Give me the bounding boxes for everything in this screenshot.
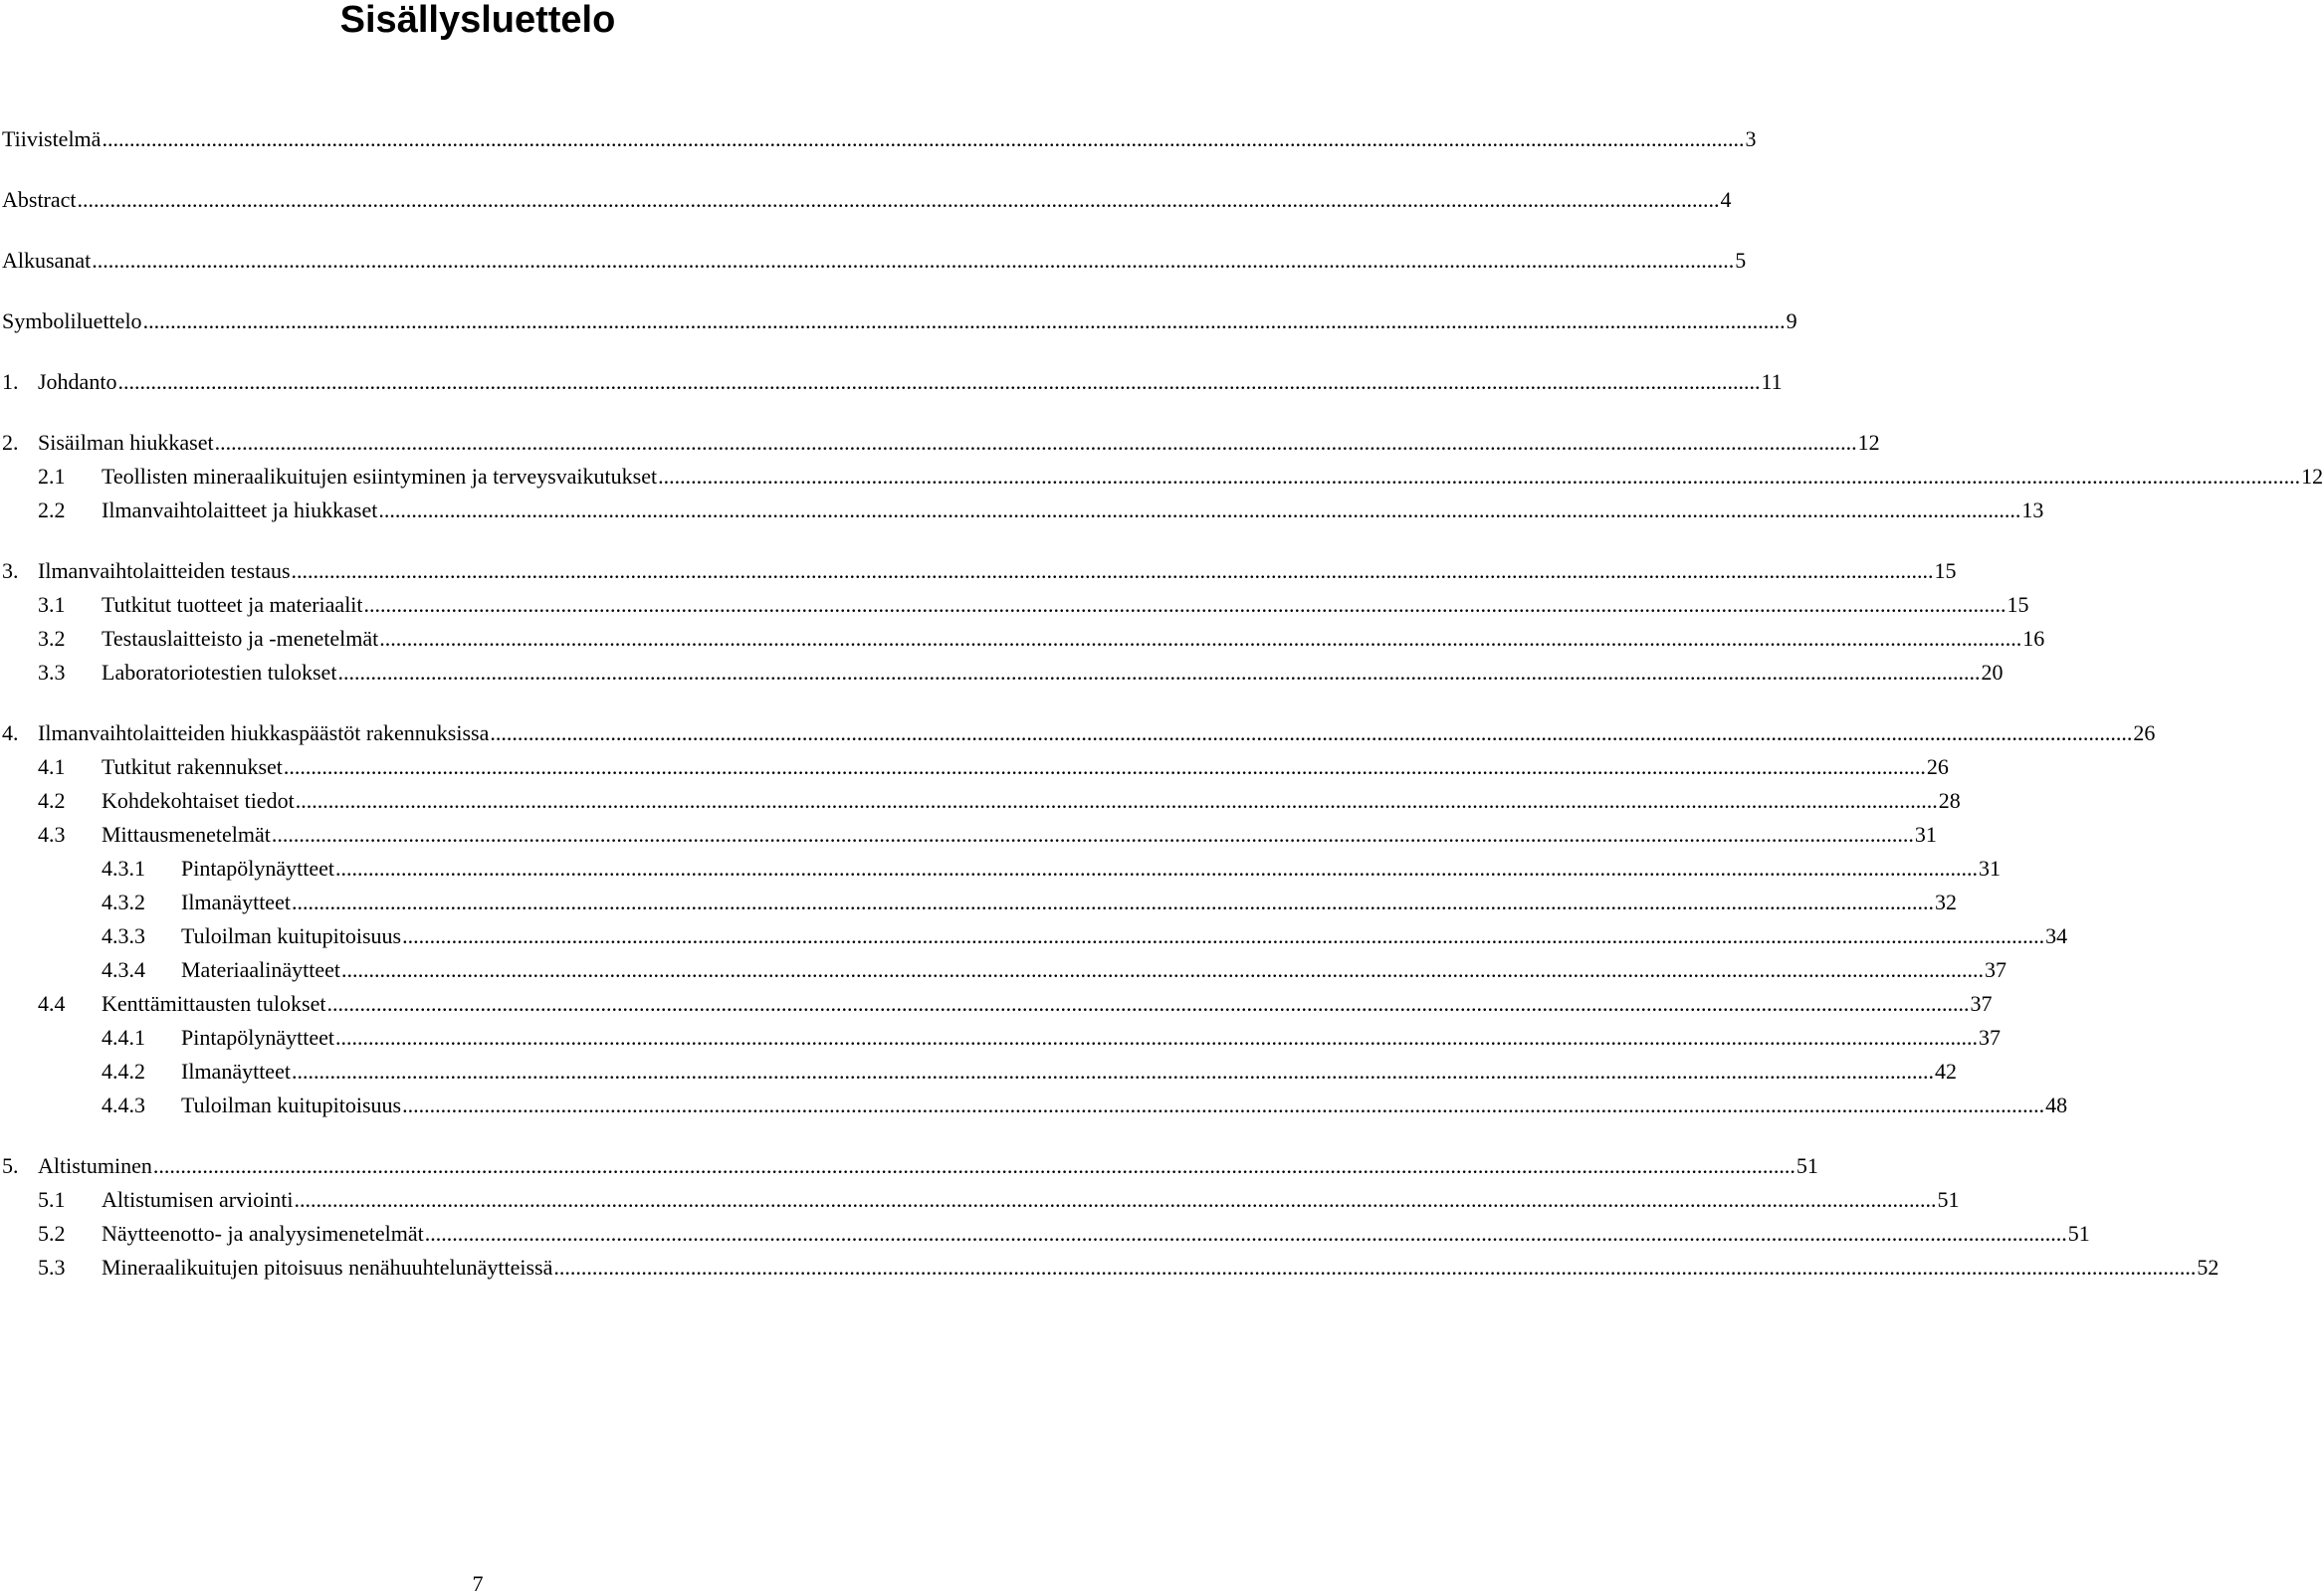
toc-entry-title: Teollisten mineraalikuitujen esiintyminen ja terveysvaikutukset	[102, 464, 658, 489]
toc-dot-leader: ............................................................................................................................................................................................................................................................................................................	[291, 1059, 1934, 1084]
toc-entry-title: Altistuminen	[38, 1153, 152, 1178]
toc-dot-leader: ............................................................................................................................................................................................................................................................................................................	[291, 890, 1934, 914]
toc-entry	[38, 496, 2044, 525]
toc-entry-page: 13	[2021, 498, 2044, 522]
toc-entry-number: 5.2	[38, 1221, 66, 1246]
toc-entry	[2, 246, 1747, 276]
toc-entry	[102, 888, 1957, 917]
toc-entry-title: Abstract	[2, 187, 77, 212]
toc-entry	[38, 989, 1993, 1019]
toc-entry-number: 2.	[2, 430, 19, 455]
toc-entry-number: 4.3.3	[102, 923, 145, 948]
toc-entry-page: 37	[1985, 957, 2007, 982]
toc-entry-page: 48	[2045, 1093, 2068, 1117]
toc-entry-number: 4.	[2, 720, 19, 745]
toc-dot-leader: ............................................................................................................................................................................................................................................................................................................	[117, 369, 1761, 394]
toc-entry	[102, 1023, 2001, 1053]
toc-entry-page: 20	[1981, 660, 2004, 685]
toc-entry	[38, 462, 2323, 492]
page-number: 7	[472, 1571, 484, 1596]
toc-entry	[38, 1185, 1960, 1215]
toc-entry-number: 4.3.2	[102, 890, 145, 914]
toc-dot-leader: ............................................................................................................................................................................................................................................................................................................	[490, 720, 2133, 745]
toc-entry	[2, 718, 2156, 748]
toc-dot-leader: ............................................................................................................................................................................................................................................................................................................	[326, 991, 1970, 1016]
toc-entry-page: 12	[1857, 430, 1880, 455]
toc-dot-leader: ............................................................................................................................................................................................................................................................................................................	[378, 498, 2021, 522]
toc-dot-leader: ............................................................................................................................................................................................................................................................................................................	[658, 464, 2301, 489]
toc-entry-title: Pintapölynäytteet	[181, 1025, 334, 1050]
toc-dot-leader: ............................................................................................................................................................................................................................................................................................................	[337, 660, 1981, 685]
toc-entry	[102, 955, 2007, 985]
toc-entry-page: 28	[1938, 788, 1961, 813]
toc-entry	[102, 1057, 1957, 1087]
toc-entry-title: Kenttämittausten tulokset	[102, 991, 326, 1016]
toc-entry-page: 51	[2067, 1221, 2090, 1246]
toc-dot-leader: ............................................................................................................................................................................................................................................................................................................	[271, 822, 1914, 847]
toc-dot-leader: ............................................................................................................................................................................................................................................................................................................	[424, 1221, 2067, 1246]
toc-entry-title: Tutkitut rakennukset	[102, 754, 283, 779]
toc-dot-leader: ............................................................................................................................................................................................................................................................................................................	[402, 923, 2045, 948]
toc-entry	[38, 624, 2045, 654]
toc-entry-page: 11	[1761, 369, 1783, 394]
toc-entry-number: 1.	[2, 369, 19, 394]
toc-entry	[2, 185, 1732, 215]
toc-entry-title: Tuloilman kuitupitoisuus	[181, 923, 402, 948]
toc-entry-page: 52	[2197, 1255, 2219, 1280]
toc-entry	[2, 367, 1783, 397]
toc-entry-number: 4.3	[38, 822, 66, 847]
toc-entry-page: 42	[1934, 1059, 1957, 1084]
toc-entry	[102, 854, 2001, 884]
toc-entry-number: 5.1	[38, 1187, 66, 1212]
toc-entry-page: 26	[2133, 720, 2156, 745]
toc-entry-page: 15	[1934, 558, 1957, 583]
toc-entry-title: Ilmanvaihtolaitteiden hiukkaspäästöt rakennuksissa	[38, 720, 490, 745]
toc-entry-title: Ilmanvaihtolaitteet ja hiukkaset	[102, 498, 378, 522]
toc-dot-leader: ............................................................................................................................................................................................................................................................................................................	[295, 788, 1938, 813]
toc-entry-page: 34	[2045, 923, 2068, 948]
toc-entry-number: 3.	[2, 558, 19, 583]
toc-entry-number: 4.3.1	[102, 856, 145, 881]
toc-entry-number: 4.4	[38, 991, 66, 1016]
toc-entry	[38, 658, 2004, 688]
toc-dot-leader: ............................................................................................................................................................................................................................................................................................................	[402, 1093, 2045, 1117]
toc-entry	[38, 1219, 2090, 1249]
toc-entry-number: 4.1	[38, 754, 66, 779]
toc-entry	[2, 124, 1757, 154]
toc-entry-page: 51	[1795, 1153, 1818, 1178]
toc-entry-page: 51	[1937, 1187, 1960, 1212]
toc-entry-number: 3.2	[38, 626, 66, 651]
toc-dot-leader: ............................................................................................................................................................................................................................................................................................................	[379, 626, 2022, 651]
toc-entry-page: 15	[2006, 592, 2029, 617]
toc-entry-page: 16	[2022, 626, 2045, 651]
toc-dot-leader: ............................................................................................................................................................................................................................................................................................................	[294, 1187, 1937, 1212]
toc-dot-leader: ............................................................................................................................................................................................................................................................................................................	[77, 187, 1720, 212]
toc-entry-title: Laboratoriotestien tulokset	[102, 660, 337, 685]
toc-entry	[38, 1253, 2219, 1283]
toc-dot-leader: ............................................................................................................................................................................................................................................................................................................	[291, 558, 1934, 583]
toc-dot-leader: ............................................................................................................................................................................................................................................................................................................	[214, 430, 1857, 455]
toc-entry-number: 2.2	[38, 498, 66, 522]
toc-entry	[38, 786, 1961, 816]
toc-entry-title: Kohdekohtaiset tiedot	[102, 788, 295, 813]
toc-entry-title: Altistumisen arviointi	[102, 1187, 294, 1212]
toc-entry	[102, 1091, 2068, 1120]
toc-entry-number: 5.3	[38, 1255, 66, 1280]
toc-entry-title: Tutkitut tuotteet ja materiaalit	[102, 592, 363, 617]
toc-entry-number: 4.4.3	[102, 1093, 145, 1117]
toc-entry-page: 37	[1978, 1025, 2001, 1050]
toc-entry-title: Tiivistelmä	[2, 126, 102, 151]
toc-entry-title: Pintapölynäytteet	[181, 856, 334, 881]
toc-entry-page: 37	[1970, 991, 1993, 1016]
toc-entry-number: 4.3.4	[102, 957, 145, 982]
toc-dot-leader: ............................................................................................................................................................................................................................................................................................................	[553, 1255, 2197, 1280]
toc-entry-title: Mittausmenetelmät	[102, 822, 271, 847]
toc-dot-leader: ............................................................................................................................................................................................................................................................................................................	[363, 592, 2006, 617]
toc-dot-leader: ............................................................................................................................................................................................................................................................................................................	[334, 1025, 1978, 1050]
toc-entry-page: 32	[1934, 890, 1957, 914]
toc-entry-title: Ilmanäytteet	[181, 1059, 291, 1084]
toc-entry-title: Materiaalinäytteet	[181, 957, 341, 982]
toc-entry-title: Johdanto	[38, 369, 117, 394]
toc-dot-leader: ............................................................................................................................................................................................................................................................................................................	[102, 126, 1745, 151]
toc-entry-number: 3.1	[38, 592, 66, 617]
toc-entry	[2, 556, 1957, 586]
toc-entry-page: 12	[2301, 464, 2323, 489]
toc-entry-title: Näytteenotto- ja analyysimenetelmät	[102, 1221, 424, 1246]
toc-dot-leader: ............................................................................................................................................................................................................................................................................................................	[142, 308, 1786, 333]
toc-entry-page: 3	[1745, 126, 1757, 151]
toc-dot-leader: ............................................................................................................................................................................................................................................................................................................	[283, 754, 1926, 779]
toc-entry-title: Testauslaitteisto ja -menetelmät	[102, 626, 379, 651]
toc-entry-number: 3.3	[38, 660, 66, 685]
toc-entry-title: Tuloilman kuitupitoisuus	[181, 1093, 402, 1117]
toc-entry-number: 2.1	[38, 464, 66, 489]
toc-entry-page: 26	[1926, 754, 1949, 779]
toc-dot-leader: ............................................................................................................................................................................................................................................................................................................	[341, 957, 1985, 982]
toc-entry-page: 5	[1735, 248, 1747, 273]
toc-entry-title: Alkusanat	[2, 248, 92, 273]
toc-entry	[38, 752, 1949, 782]
toc-entry-page: 9	[1786, 308, 1797, 333]
toc-entry	[102, 921, 2068, 951]
toc-entry-title: Ilmanvaihtolaitteiden testaus	[38, 558, 291, 583]
toc-entry-number: 4.4.2	[102, 1059, 145, 1084]
toc-entry-number: 4.2	[38, 788, 66, 813]
toc-entry	[2, 306, 1797, 336]
toc-dot-leader: ............................................................................................................................................................................................................................................................................................................	[334, 856, 1978, 881]
toc-entry-title: Sisäilman hiukkaset	[38, 430, 214, 455]
toc-entry-title: Mineraalikuitujen pitoisuus nenähuuhtelunäytteissä	[102, 1255, 553, 1280]
toc-entry-number: 5.	[2, 1153, 19, 1178]
toc-entry	[38, 820, 1937, 850]
toc-dot-leader: ............................................................................................................................................................................................................................................................................................................	[152, 1153, 1795, 1178]
toc-entry-page: 31	[1914, 822, 1937, 847]
toc-entry	[2, 428, 1880, 458]
toc-entry-title: Ilmanäytteet	[181, 890, 291, 914]
page-title: Sisällysluettelo	[339, 0, 616, 41]
toc-dot-leader: ............................................................................................................................................................................................................................................................................................................	[92, 248, 1735, 273]
toc-entry-page: 4	[1720, 187, 1732, 212]
toc-entry	[2, 1151, 1818, 1181]
toc-entry-page: 31	[1978, 856, 2001, 881]
toc-entry-title: Symboliluettelo	[2, 308, 142, 333]
toc-entry	[38, 590, 2029, 620]
toc-entry-number: 4.4.1	[102, 1025, 145, 1050]
